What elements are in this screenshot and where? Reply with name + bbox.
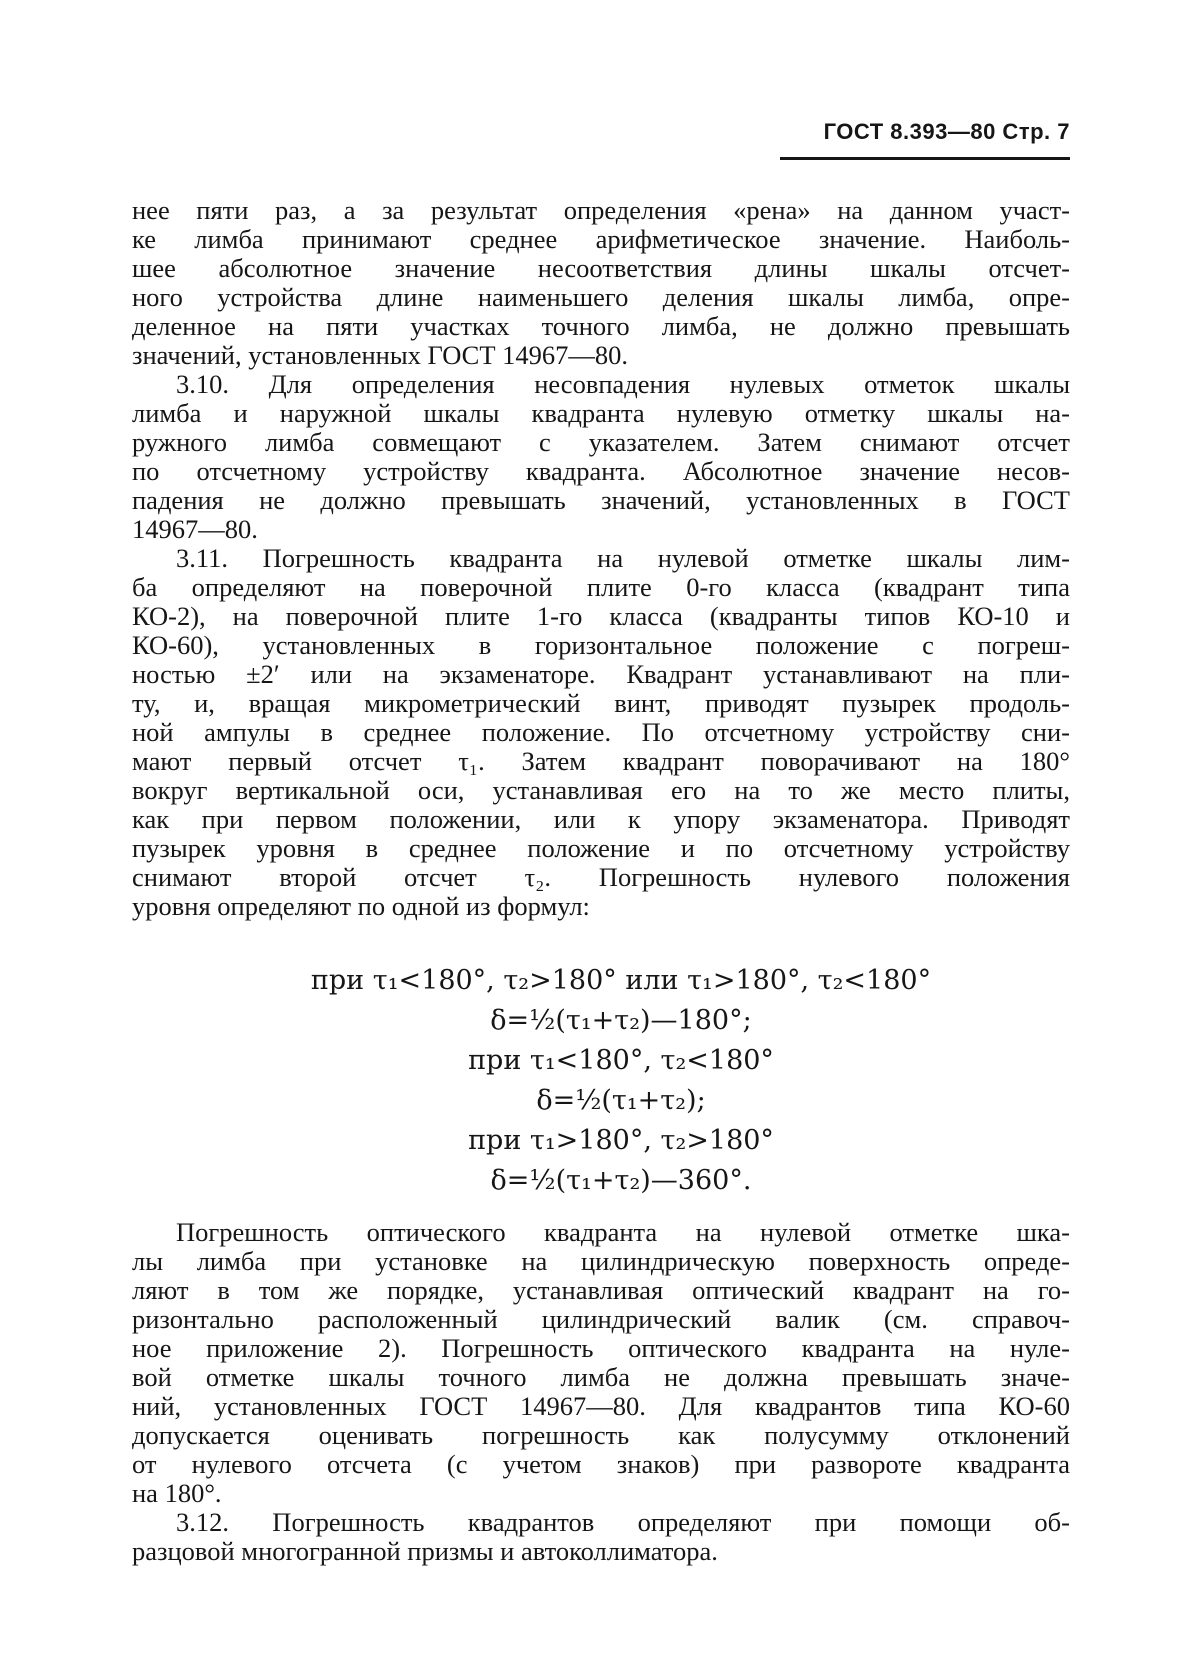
header-rule xyxy=(780,157,1070,160)
text-line: значений, установленных ГОСТ 14967—80. xyxy=(132,340,629,370)
text-line: ляют в том же порядке, устанавливая оптический квадрант на го- xyxy=(132,1275,1070,1305)
text-line: ружного лимба совмещают с указателем. Затем снимают отсчет xyxy=(132,427,1070,457)
paragraph-3-12-start: 3.12. Погрешность квадрантов определяют при помощи об- xyxy=(176,1507,1070,1537)
text-line: допускается оценивать погрешность как полусумму отклонений xyxy=(132,1420,1070,1450)
text-line: 14967—80. xyxy=(132,514,258,544)
text-line: ного устройства длине наименьшего деления шкалы лимба, опре- xyxy=(132,282,1070,312)
formula-block xyxy=(132,961,1070,1201)
text-line: уровня определяют по одной из формул: xyxy=(132,891,590,921)
text-line: КО-2), на поверочной плите 1-го класса (квадранты типов КО-10 и xyxy=(132,601,1070,631)
text-line: КО-60), установленных в горизонтальное положение с погреш- xyxy=(132,630,1070,660)
page-header: ГОСТ 8.393—80 Стр. 7 xyxy=(823,119,1070,144)
text-line: ной ампулы в среднее положение. По отсчетному устройству сни- xyxy=(132,717,1070,747)
text-block-2 xyxy=(132,1218,1070,1566)
text-line: ке лимба принимают среднее арифметическое значение. Наиболь- xyxy=(132,224,1070,254)
formula-condition-2: при τ₁<180°, τ₂<180° xyxy=(468,1045,774,1076)
text-line: шее абсолютное значение несоответствия длины шкалы отсчет- xyxy=(132,253,1070,283)
text-line: по отсчетному устройству квадранта. Абсолютное значение несов- xyxy=(132,456,1070,486)
formula-condition-1: при τ₁<180°, τ₂>180° или τ₁>180°, τ₂<180° xyxy=(310,965,932,996)
paragraph-3-11-start: 3.11. Погрешность квадранта на нулевой отметке шкалы лим- xyxy=(176,543,1070,573)
formula-1: δ=½(τ₁+τ₂)—180°; xyxy=(490,1005,752,1036)
text-line: лимба и наружной шкалы квадранта нулевую отметку шкалы на- xyxy=(132,398,1070,428)
formula-condition-3: при τ₁>180°, τ₂>180° xyxy=(468,1125,774,1156)
text-line: вокруг вертикальной оси, устанавливая его на то же место плиты, xyxy=(132,775,1070,805)
paragraph-3-10-start: 3.10. Для определения несовпадения нулевых отметок шкалы xyxy=(176,369,1070,399)
text-line: ний, установленных ГОСТ 14967—80. Для квадрантов типа КО-60 xyxy=(132,1391,1070,1421)
text-line: от нулевого отсчета (с учетом знаков) при развороте квадранта xyxy=(132,1449,1070,1479)
text-line: пузырек уровня в среднее положение и по отсчетному устройству xyxy=(132,833,1070,863)
text-line: нее пяти раз, а за результат определения «рена» на данном участ- xyxy=(132,195,1070,225)
text-line: ту, и, вращая микрометрический винт, приводят пузырек продоль- xyxy=(132,688,1070,718)
text-line: разцовой многогранной призмы и автоколлиматора. xyxy=(132,1536,718,1566)
text-line: деленное на пяти участках точного лимба, не должно превышать xyxy=(132,311,1070,341)
text-line: ное приложение 2). Погрешность оптического квадранта на нуле- xyxy=(132,1333,1070,1363)
text-line: ризонтально расположенный цилиндрический валик (см. справоч- xyxy=(132,1304,1070,1334)
formula-2: δ=½(τ₁+τ₂); xyxy=(536,1085,706,1116)
text-line: на 180°. xyxy=(132,1478,222,1508)
text-line: вой отметке шкалы точного лимба не должна превышать значе- xyxy=(132,1362,1070,1392)
text-line: ба определяют на поверочной плите 0-го класса (квадрант типа xyxy=(132,572,1070,602)
text-block-1 xyxy=(132,196,1070,921)
formula-3: δ=½(τ₁+τ₂)—360°. xyxy=(490,1165,752,1196)
text-line: лы лимба при установке на цилиндрическую поверхность опреде- xyxy=(132,1246,1070,1276)
text-line: как при первом положении, или к упору экзаменатора. Приводят xyxy=(132,804,1070,834)
text-line: ностью ±2′ или на экзаменаторе. Квадрант устанавливают на пли- xyxy=(132,659,1070,689)
paragraph-optical-start: Погрешность оптического квадранта на нулевой отметке шка- xyxy=(176,1217,1070,1247)
text-line: падения не должно превышать значений, установленных в ГОСТ xyxy=(132,485,1070,515)
text-line: мают первый отсчет τ₁. Затем квадрант поворачивают на 180° xyxy=(132,746,1070,776)
text-line: снимают второй отсчет τ₂. Погрешность нулевого положения xyxy=(132,862,1070,892)
